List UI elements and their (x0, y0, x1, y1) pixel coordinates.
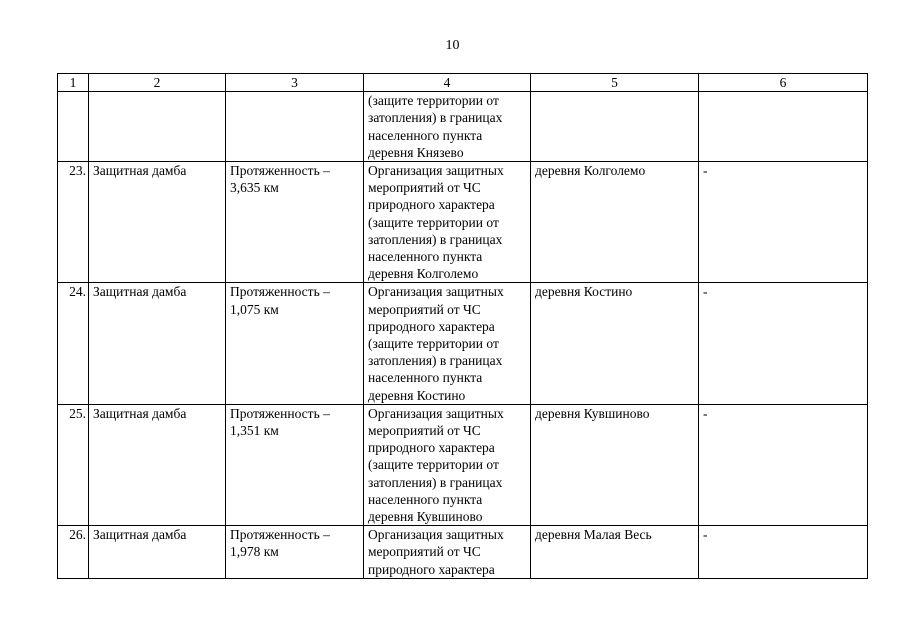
table-row (58, 283, 868, 404)
characteristics-cell: Протяженность – 1,978 км (226, 526, 364, 579)
object-cell: Защитная дамба (89, 526, 226, 579)
location-cell: деревня Кувшиново (531, 404, 699, 525)
characteristics-cell: Протяженность – 1,075 км (226, 283, 364, 404)
table-header-row (58, 74, 868, 92)
object-cell: Защитная дамба (89, 404, 226, 525)
object-cell (89, 92, 226, 162)
object-cell: Защитная дамба (89, 162, 226, 283)
row-number: 26. (58, 526, 89, 579)
row-number (58, 92, 89, 162)
location-cell: деревня Костино (531, 283, 699, 404)
purpose-cell: Организация защитных мероприятий от ЧС природного характера (защите территории от затопления) в границах населенного пункта деревня Колголемо (364, 162, 531, 283)
characteristics-cell: Протяженность – 3,635 км (226, 162, 364, 283)
table-row (58, 162, 868, 283)
location-cell (531, 92, 699, 162)
table-row (58, 526, 868, 579)
note-cell (699, 92, 868, 162)
row-number: 25. (58, 404, 89, 525)
column-header: 4 (364, 74, 531, 92)
purpose-cell: Организация защитных мероприятий от ЧС природного характера (364, 526, 531, 579)
table-row (58, 92, 868, 162)
characteristics-cell: Протяженность – 1,351 км (226, 404, 364, 525)
column-header: 1 (58, 74, 89, 92)
column-header: 5 (531, 74, 699, 92)
column-header: 3 (226, 74, 364, 92)
characteristics-cell (226, 92, 364, 162)
note-cell: - (699, 404, 868, 525)
object-cell: Защитная дамба (89, 283, 226, 404)
note-cell: - (699, 283, 868, 404)
note-cell: - (699, 162, 868, 283)
column-header: 6 (699, 74, 868, 92)
location-cell: деревня Колголемо (531, 162, 699, 283)
purpose-cell: Организация защитных мероприятий от ЧС природного характера (защите территории от затопления) в границах населенного пункта деревня Кувшиново (364, 404, 531, 525)
location-cell: деревня Малая Весь (531, 526, 699, 579)
note-cell: - (699, 526, 868, 579)
purpose-cell: Организация защитных мероприятий от ЧС природного характера (защите территории от затопления) в границах населенного пункта деревня Костино (364, 283, 531, 404)
page-number: 10 (445, 38, 460, 53)
row-number: 23. (58, 162, 89, 283)
row-number: 24. (58, 283, 89, 404)
column-header: 2 (89, 74, 226, 92)
infrastructure-table (57, 73, 868, 579)
purpose-cell: (защите территории от затопления) в границах населенного пункта деревня Князево (364, 92, 531, 162)
table-row (58, 404, 868, 525)
